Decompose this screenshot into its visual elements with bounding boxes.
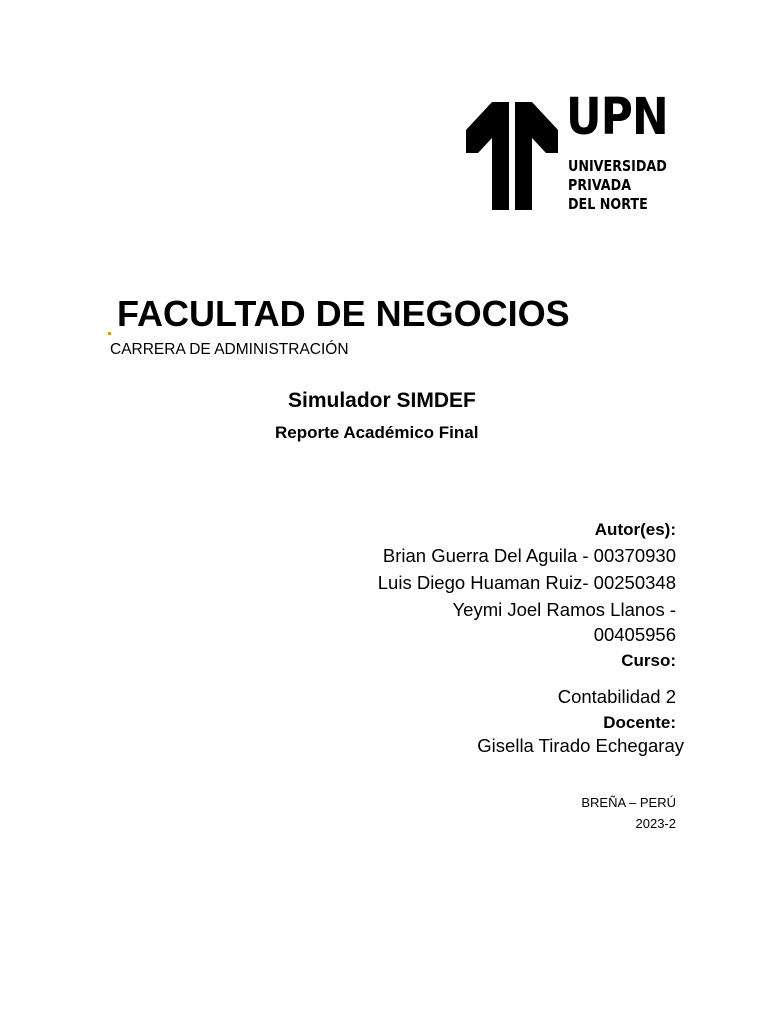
decorative-dot	[108, 332, 111, 335]
course-label: Curso:	[621, 651, 676, 670]
document-subtitle: Reporte Académico Final	[275, 423, 479, 442]
logo-name-line: DEL NORTE	[568, 195, 648, 213]
logo-name-line: PRIVADA	[568, 176, 632, 194]
document-title: Simulador SIMDEF	[288, 389, 476, 412]
teacher-value: Gisella Tirado Echegaray	[477, 735, 684, 756]
upn-arrow-logo-icon	[466, 98, 558, 210]
logo-abbreviation: UPN	[566, 88, 668, 147]
faculty-heading: FACULTAD DE NEGOCIOS	[117, 293, 570, 334]
course-value: Contabilidad 2	[557, 686, 676, 707]
author-line: 00405956	[593, 624, 676, 645]
teacher-label: Docente:	[603, 713, 676, 732]
author-line: Yeymi Joel Ramos Llanos -	[452, 599, 676, 620]
period-text: 2023-2	[635, 816, 676, 831]
author-line: Brian Guerra Del Aguila - 00370930	[382, 545, 676, 566]
logo-university-name	[568, 157, 667, 214]
university-logo	[466, 88, 668, 213]
authors-label: Autor(es):	[594, 520, 676, 539]
logo-name-line: UNIVERSIDAD	[568, 157, 667, 175]
author-line: Luis Diego Huaman Ruiz- 00250348	[377, 572, 676, 593]
career-subheading: CARRERA DE ADMINISTRACIÓN	[110, 341, 349, 358]
place-text: BREÑA – PERÚ	[581, 795, 676, 810]
